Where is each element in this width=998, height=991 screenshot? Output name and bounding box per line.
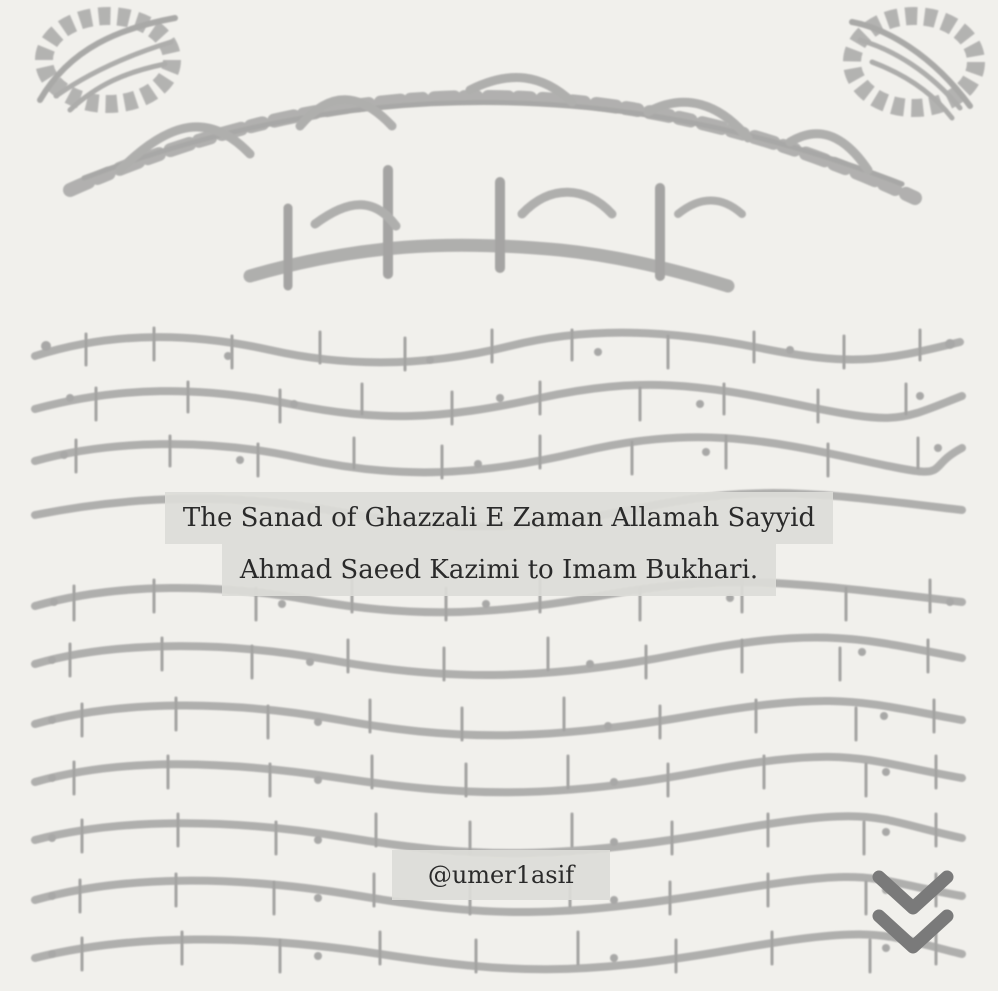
caption-line-1: The Sanad of Ghazzali E Zaman Allamah Sayyid (165, 492, 833, 544)
double-chevron-down-icon[interactable] (870, 868, 956, 964)
watermark-handle: @umer1asif (392, 850, 610, 900)
double-chevron-down-icon-graphic (870, 868, 956, 964)
caption-line-2: Ahmad Saeed Kazimi to Imam Bukhari. (222, 544, 776, 596)
caption-overlay (120, 486, 878, 591)
